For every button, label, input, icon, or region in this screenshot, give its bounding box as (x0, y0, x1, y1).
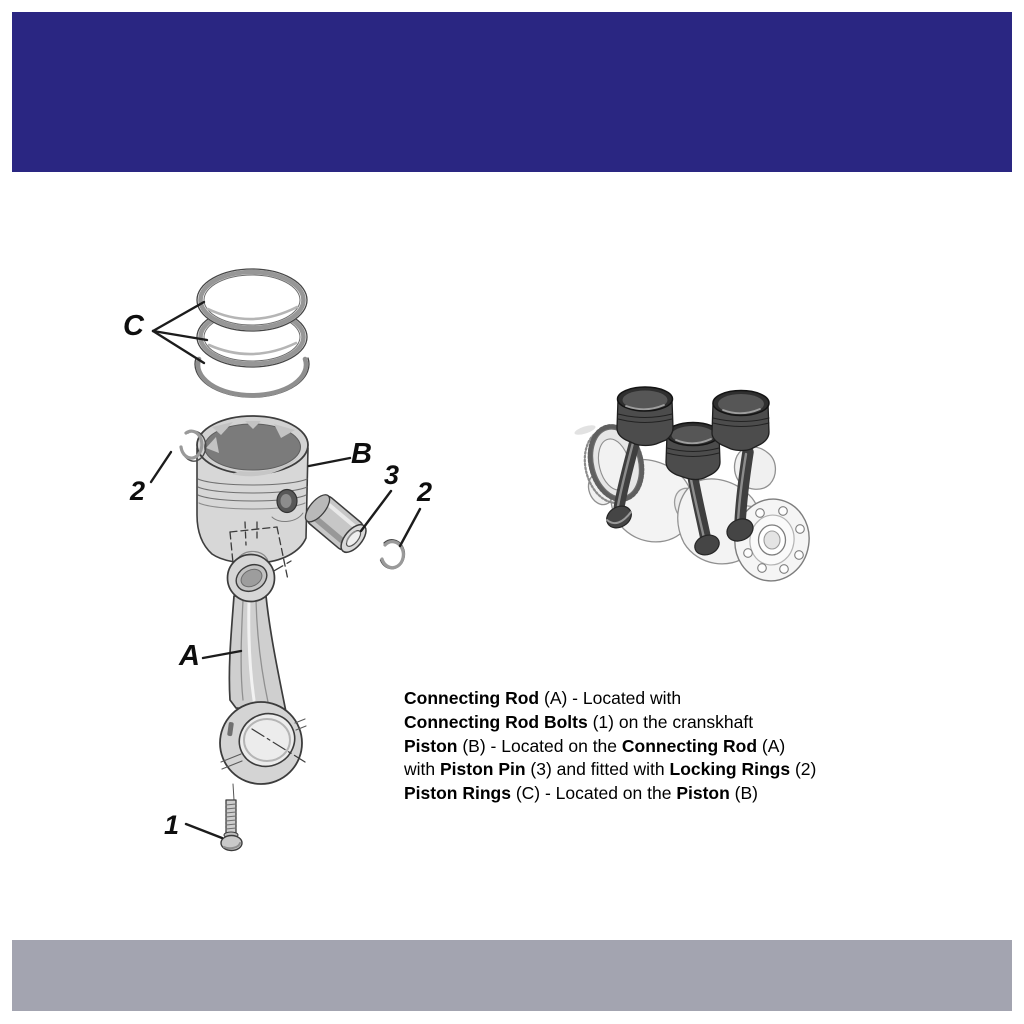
description-line: with Piston Pin (3) and fitted with Locking Rings (2) (404, 759, 817, 780)
description-line: Connecting Rod (A) - Located with (404, 688, 682, 708)
piston-pin-drawing (301, 490, 371, 557)
piston-rings-drawing (195, 269, 309, 397)
callout-locking-ring-left: 2 (130, 476, 146, 506)
description-block (404, 687, 816, 806)
rod-bolt-drawing (221, 784, 242, 851)
description-line: Piston (B) - Located on the Connecting Rod (A) (404, 735, 786, 756)
bottom-banner (12, 940, 1012, 1011)
callout-piston-rings: C (123, 310, 144, 342)
callout-piston: B (351, 438, 372, 470)
assembly-piston-right (712, 391, 769, 451)
assembly-piston-left (617, 387, 673, 446)
exploded-view-drawing (151, 269, 420, 851)
piston-drawing (197, 416, 308, 563)
crankshaft-assembly-drawing (573, 387, 815, 586)
description-line: Connecting Rod Bolts (1) on the cranskhaft (404, 711, 754, 732)
description-line: Piston Rings (C) - Located on the Piston (B) (404, 783, 759, 804)
locking-ring-left-drawing (181, 431, 206, 461)
callout-piston-pin: 3 (384, 460, 400, 490)
callout-rod-bolt: 1 (164, 810, 180, 840)
callout-locking-ring-right: 2 (417, 477, 433, 507)
callout-connecting-rod: A (179, 640, 200, 672)
connecting-rod-drawing (220, 555, 306, 785)
